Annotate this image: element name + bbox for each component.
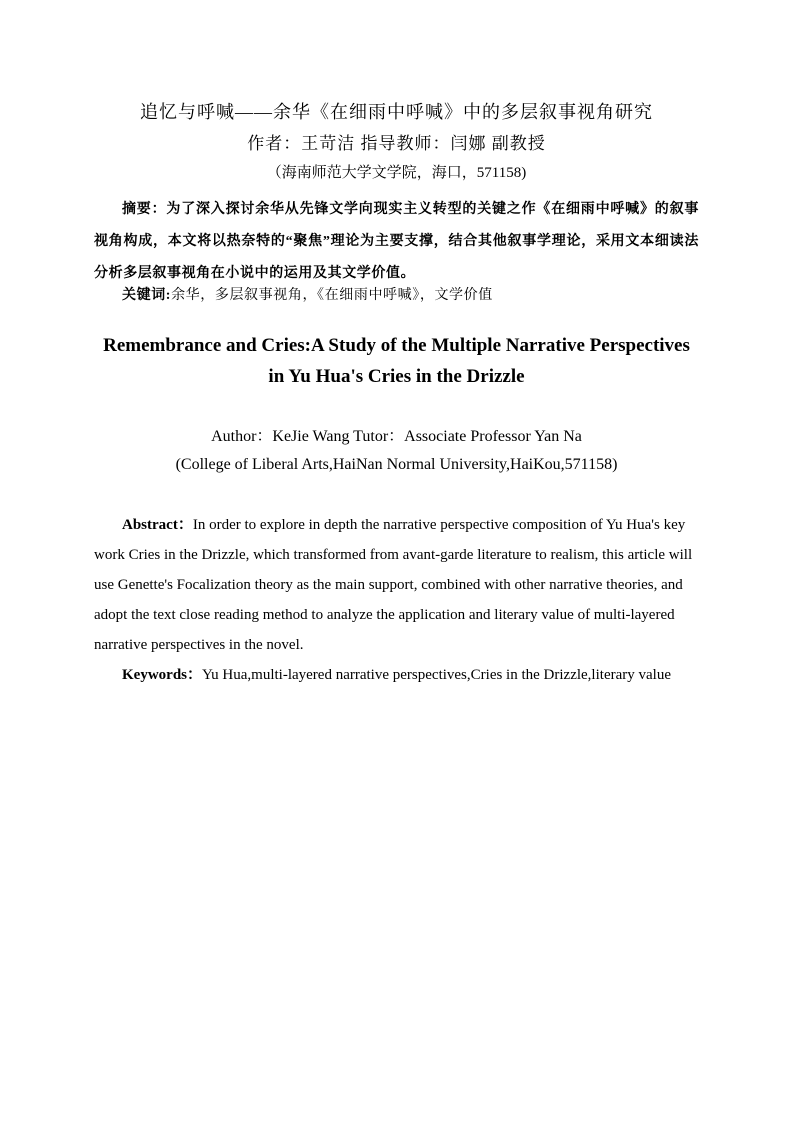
chinese-abstract-label: 摘要： (122, 202, 167, 217)
english-author-line: Author：KeJie Wang Tutor：Associate Professor Yan Na (211, 428, 582, 445)
chinese-author-line: 作者：王苛洁 指导教师：闫娜 副教授 (247, 134, 546, 153)
english-abstract-label: Abstract： (122, 517, 193, 533)
english-abstract-paragraph (94, 510, 699, 660)
chinese-abstract-paragraph (94, 194, 699, 290)
chinese-keywords-label: 关键词: (122, 288, 172, 303)
chinese-keywords-line (94, 280, 699, 312)
chinese-thesis-title: 追忆与呼喊——余华《在细雨中呼喊》中的多层叙事视角研究 (140, 102, 653, 122)
english-abstract-text: In order to explore in depth the narrative perspective composition of Yu Hua's key work Cries in the Drizzle, which transformed from avant-garde literature to realism, this article will use Genette's Focalization theory as the main support, combined with other narrative theories, and adopt the text close reading method to analyze the application and literary value of multi-layered narrative perspectives in the novel. (94, 517, 693, 653)
english-keywords-label: Keywords： (122, 667, 202, 683)
chinese-abstract-text: 为了深入探讨余华从先锋文学向现实主义转型的关键之作《在细雨中呼喊》的叙事视角构成，本文将以热奈特的“聚焦”理论为主要支撑，结合其他叙事学理论，采用文本细读法分析多层叙事视角在小说中的运用及其文学价值。 (94, 202, 699, 281)
chinese-affiliation: （海南师范大学文学院，海口，571158) (266, 165, 527, 181)
english-keywords-line (94, 660, 699, 690)
english-keywords-text: Yu Hua,multi-layered narrative perspectives,Cries in the Drizzle,literary value (202, 667, 671, 683)
english-thesis-title: Remembrance and Cries:A Study of the Multiple Narrative Perspectives in Yu Hua's Cries in the Drizzle (103, 335, 690, 387)
chinese-keywords-text: 余华，多层叙事视角，《在细雨中呼喊》，文学价值 (171, 288, 493, 303)
english-affiliation: (College of Liberal Arts,HaiNan Normal University,HaiKou,571158) (175, 456, 618, 473)
